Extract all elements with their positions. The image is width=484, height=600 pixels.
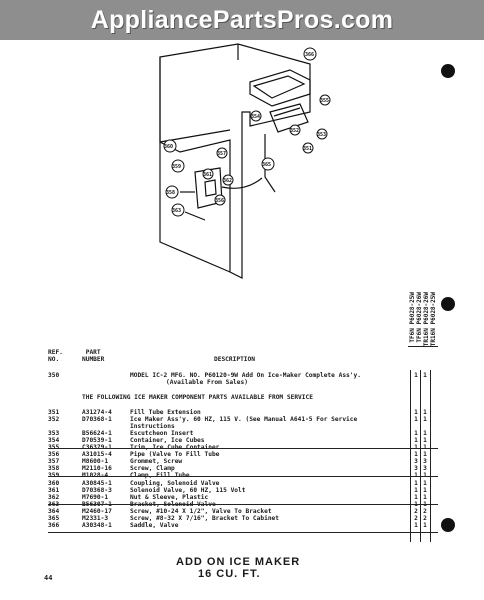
row-ref: 352 (48, 416, 60, 424)
row-description: Nut & Sleeve, Plastic (130, 493, 209, 501)
svg-text:360: 360 (164, 144, 174, 150)
row-qty-1: 2 (414, 514, 418, 522)
row-qty-1: 3 (414, 465, 418, 473)
row-description: Saddle, Valve (130, 521, 179, 529)
row-qty-1: 1 (414, 521, 418, 529)
row-rule-4 (48, 532, 438, 533)
row-qty-1: 1 (414, 437, 418, 445)
row-description: Screw, #10-24 X 1/2", Valve To Bracket (130, 507, 272, 515)
row-qty-2: 2 (423, 514, 427, 522)
watermark-banner: AppliancePartsPros.com (0, 0, 484, 40)
row-part-number: D70368-3 (82, 486, 112, 494)
binder-hole-top (441, 64, 455, 78)
row-ref: 354 (48, 437, 60, 445)
row-qty-2: 1 (423, 493, 427, 501)
row-part-number: A31274-4 (82, 409, 112, 416)
svg-text:366: 366 (305, 52, 315, 58)
svg-text:351: 351 (303, 146, 313, 152)
row-part-number: D70368-1 (82, 416, 112, 424)
row-qty-2: 3 (423, 465, 427, 473)
svg-text:356: 356 (215, 198, 225, 204)
svg-text:353: 353 (317, 132, 327, 138)
row-rule-3 (48, 504, 438, 505)
svg-text:355: 355 (320, 98, 330, 104)
row-qty-1: 1 (414, 409, 418, 416)
qty-column-divider-left (410, 370, 411, 542)
binder-hole-bottom (441, 518, 455, 532)
row-part-number: M8600-1 (82, 458, 109, 466)
row-description: Fill Tube Extension (130, 409, 201, 416)
row-part-number: A30845-1 (82, 479, 112, 487)
row-ref: 358 (48, 465, 60, 473)
row-qty-2: 1 (423, 437, 427, 445)
row-qty-1: 1 (414, 486, 418, 494)
row-qty-2: 1 (423, 479, 427, 487)
row-description: Screw, Clamp (130, 465, 175, 473)
row-description: Grommet, Screw (130, 458, 183, 466)
row-description: Instructions (130, 423, 175, 431)
row-ref: 356 (48, 451, 60, 459)
row-description: Coupling, Solenoid Valve (130, 479, 220, 487)
row-qty-1: 2 (414, 507, 418, 515)
row-ref: 361 (48, 486, 60, 494)
row-qty-2: 3 (423, 458, 427, 466)
ice-maker-exploded-diagram (150, 42, 335, 280)
row-ref: 353 (48, 430, 60, 438)
ref-header: REF. NO. (48, 349, 63, 363)
header-rule (408, 346, 438, 347)
row-qty-1: 1 (414, 493, 418, 501)
svg-text:354: 354 (251, 114, 261, 120)
row-part-number: A31015-4 (82, 451, 112, 459)
row-part-number: M2331-3 (82, 514, 109, 522)
model-column-header-2: TF6N P6028-26W (416, 292, 423, 343)
row-description: Solenoid Valve, 60 HZ, 115 Volt (130, 486, 246, 494)
description-header: DESCRIPTION (214, 356, 255, 363)
row-rule-2 (48, 476, 438, 477)
row-qty-2: 1 (423, 451, 427, 459)
page-number: 44 (44, 574, 53, 582)
row-part-number: B56624-1 (82, 430, 112, 438)
row-ref: 366 (48, 521, 60, 529)
row-part-number: M7690-1 (82, 493, 109, 501)
row-ref: 364 (48, 507, 60, 515)
row-qty-1: 1 (414, 430, 418, 438)
row-qty-1: 1 (414, 451, 418, 459)
model-column-header-1: TF6N P6028-25W (409, 292, 416, 343)
qty-column-divider-mid (420, 370, 421, 542)
subheading-text: THE FOLLOWING ICE MAKER COMPONENT PARTS AVAILABLE FROM SERVICE (82, 394, 313, 401)
row-ref: 360 (48, 479, 60, 487)
row-description: Pipe (Valve To Fill Tube (130, 451, 220, 459)
row-qty-2: 2 (423, 507, 427, 515)
model-qty-2: 1 (423, 372, 427, 379)
row-ref: 351 (48, 409, 60, 416)
row-qty-2: 1 (423, 521, 427, 529)
svg-text:352: 352 (290, 128, 300, 134)
model-column-header-3: TR16N P6028-26W (423, 292, 430, 347)
row-qty-2: 1 (423, 409, 427, 416)
row-qty-2: 1 (423, 486, 427, 494)
row-part-number: D70539-1 (82, 437, 112, 445)
row-qty-2: 1 (423, 430, 427, 438)
row-qty-1: 1 (414, 479, 418, 487)
row-ref: 357 (48, 458, 60, 466)
binder-hole-middle (441, 297, 455, 311)
model-qty-1: 1 (414, 372, 418, 379)
svg-text:365: 365 (262, 162, 272, 168)
row-part-number: A30348-1 (82, 521, 112, 529)
svg-text:363: 363 (172, 208, 182, 214)
qty-column-divider-right (430, 370, 431, 542)
row-ref: 365 (48, 514, 60, 522)
model-column-header-4: TR16N P6028-25W (430, 292, 437, 347)
svg-text:357: 357 (217, 151, 227, 157)
model-ref: 350 (48, 372, 60, 379)
row-part-number: M2460-17 (82, 507, 112, 515)
row-description: Container, Ice Cubes (130, 437, 205, 445)
svg-text:361: 361 (203, 172, 213, 178)
part-number-header: PART NUMBER (82, 349, 105, 363)
row-description: Ice Maker Ass'y. 60 HZ, 115 V. (See Manual A641-5 For Service (130, 416, 358, 424)
model-desc-2: (Available From Sales) (166, 379, 248, 386)
row-part-number: M2110-16 (82, 465, 112, 473)
page-subtitle: 16 CU. FT. (198, 568, 261, 580)
row-rule-1 (48, 448, 438, 449)
page-title: ADD ON ICE MAKER (176, 556, 301, 568)
row-qty-2: 1 (423, 416, 427, 424)
svg-text:359: 359 (172, 164, 182, 170)
row-description: Escutcheon Insert (130, 430, 194, 438)
svg-text:358: 358 (166, 190, 176, 196)
svg-text:362: 362 (223, 178, 233, 184)
row-ref: 362 (48, 493, 60, 501)
row-qty-1: 1 (414, 416, 418, 424)
row-description: Screw, #8-32 X 7/16", Bracket To Cabinet (130, 514, 280, 522)
row-qty-1: 3 (414, 458, 418, 466)
model-desc: MODEL IC-2 MFG. NO. P60120-9W Add On Ice-Maker Complete Ass'y. (130, 372, 361, 379)
